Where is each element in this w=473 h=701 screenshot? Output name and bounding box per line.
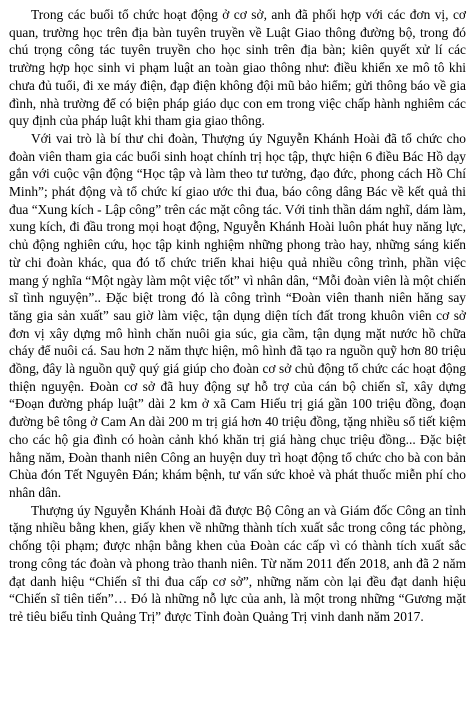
paragraph-youth-union-activities: Với vai trò là bí thư chi đoàn, Thượng úy Nguyễn Khánh Hoài đã tổ chức cho đoàn viên tham gia các buổi sinh hoạt chính trị học tập, thực hiện 6 điều Bác Hồ dạy gắn với cuộc vận động “Học tập và làm theo tư tưởng, đạo đức, phong cách Hồ Chí Minh”; phát động và tổ chức kí giao ước thi đua, báo công dâng Bác về kết quả thi đua “Xung kích - Lập công” trên các mặt công tác. Với tinh thần dám nghĩ, dám làm, xung kích, đi đầu trong mọi hoạt động, Nguyễn Khánh Hoài luôn phát huy năng lực, chủ động nghiên cứu, học tập kinh nghiệm những phong trào hay, những sáng kiến từ chi đoàn khác, qua đó tổ chức triển khai hiệu quả nhiều công trình, phần việc mang ý nghĩa “Một ngày làm một việc tốt” vì nhân dân, “Mỗi đoàn viên là một chiến sĩ tình nguyện”.. Đặc biệt trong đó là công trình “Đoàn viên thanh niên hăng say tăng gia sản xuất” sau giờ làm việc, tận dụng diện tích đất trong khuôn viên cơ sở đơn vị xây dựng mô hình chăn nuôi gia súc, gia cầm, tận dụng mặt nước hồ chữa cháy để nuôi cá. Sau hơn 2 năm thực hiện, mô hình đã tạo ra nguồn quỹ hơn 80 triệu đồng, đây là nguồn quỹ quý giá giúp cho đoàn cơ sở chủ động tổ chức các hoạt động thiện nguyện. Đoàn cơ sở đã huy động sự hỗ trợ của cán bộ chiến sĩ, xây dựng “Đoạn đường pháp luật” dài 2 km ở xã Cam Hiếu trị giá gần 100 triệu đồng, đoạn đường bê tông ở Cam An dài 200 m trị giá hơn 40 triệu đồng, tặng nhiều sổ tiết kiệm cho các hộ gia đình có hoàn cảnh khó khăn trị giá hàng chục triệu đồng... Đặc biệt hằng năm, Đoàn thanh niên Công an huyện duy trì hoạt động tổ chức cho bà con bản Chùa đón Tết Nguyên Đán; khám bệnh, tư vấn sức khoẻ và phát thuốc miễn phí cho nhân dân. bbox=[9, 130, 466, 500]
paragraph-traffic-education: Trong các buổi tổ chức hoạt động ở cơ sở, anh đã phối hợp với các đơn vị, cơ quan, trường học trên địa bàn tuyên truyền về Luật Giao thông đường bộ, trong đó chú trọng công tác tuyên truyền cho học sinh trên địa bàn; kiên quyết xử lí các trường hợp học sinh vi phạm luật an toàn giao thông như: điều khiển xe mô tô khi chưa đủ tuổi, đi xe máy điện, đạp điện không đội mũ bảo hiểm; gửi thông báo về gia đình, nhà trường để có biện pháp giáo dục con em trong việc chấp hành nghiêm các quy định của pháp luật khi tham gia giao thông. bbox=[9, 7, 466, 129]
paragraph-awards: Thượng úy Nguyễn Khánh Hoài đã được Bộ Công an và Giám đốc Công an tỉnh tặng nhiều bằng khen, giấy khen về những thành tích xuất sắc trong công tác phòng, chống tội phạm; được nhận bằng khen của Đoàn các cấp vì có thành tích xuất sắc trong công tác đoàn và phong trào thanh niên. Từ năm 2011 đến 2018, anh đã 2 năm đạt danh hiệu “Chiến sĩ thi đua cấp cơ sở”, những năm còn lại đều đạt danh hiệu “Chiến sĩ tiên tiến”… Đó là những nỗ lực của anh, là một trong những “Gương mặt trẻ tiêu biểu tỉnh Quảng Trị” được Tỉnh đoàn Quảng Trị vinh danh năm 2017. bbox=[9, 502, 466, 624]
